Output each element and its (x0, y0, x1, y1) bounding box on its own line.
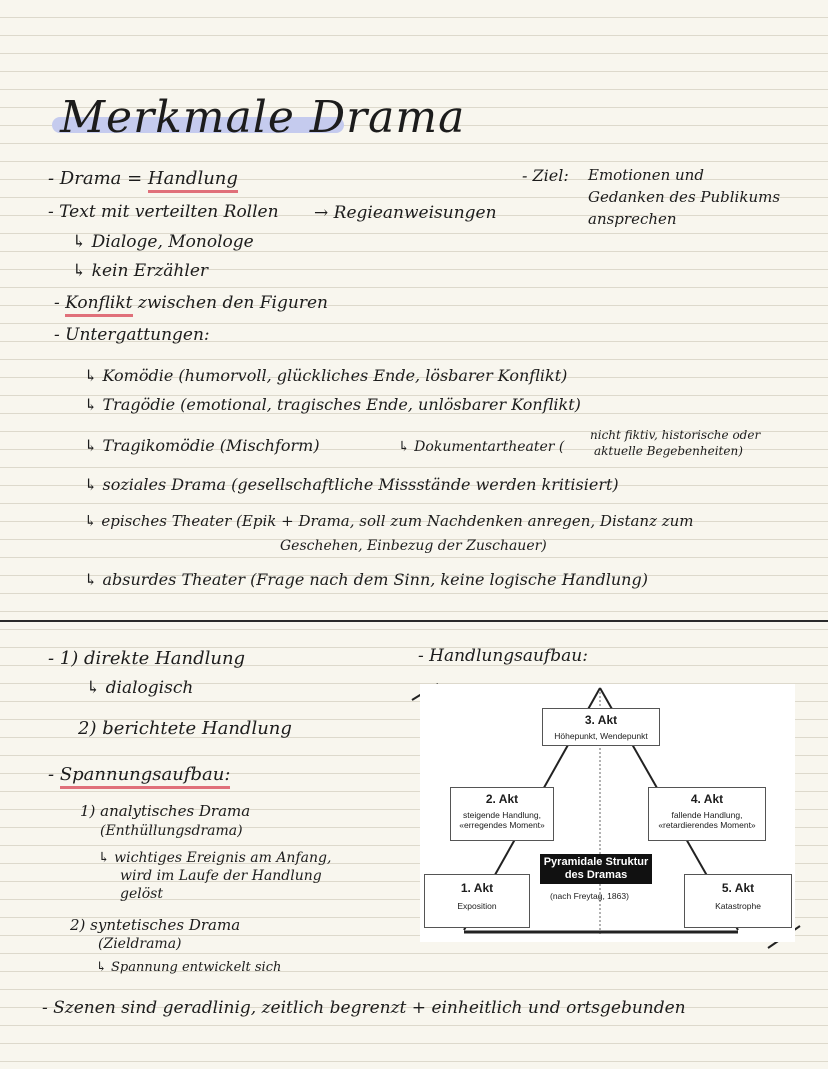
line-drama (48, 168, 238, 189)
line-szenen: - Szenen sind geradlinig, zeitlich begrenzt + einheitlich und ortsgebunden (42, 998, 686, 1018)
ziel-line-2: Gedanken des Publikums (588, 188, 781, 206)
sub-dokumentartheater: ↳ Dokumentartheater ( (398, 439, 565, 455)
diagram-caption (540, 854, 652, 884)
diagram-caption-line-1: Pyramidale Struktur (543, 856, 649, 868)
akt-4-desc-1: fallende Handlung, (671, 810, 743, 820)
ziel-line-1: Emotionen und (588, 166, 704, 184)
akt-5-desc: Katastrophe (715, 901, 761, 911)
sub-tragikomoedie: ↳ Tragikomödie (Mischform) (84, 436, 320, 455)
akt-2-box (450, 787, 554, 841)
sub-episches-theater-cont: Geschehen, Einbezug der Zuschauer) (280, 538, 547, 554)
line-berichtete-handlung: 2) berichtete Handlung (78, 718, 292, 739)
sub-komoedie: ↳ Komödie (humorvoll, glückliches Ende, lösbarer Konflikt) (84, 366, 568, 385)
sub-dokumentar-note-1: nicht fiktiv, historische oder (590, 428, 761, 442)
diagram-source: (nach Freytag, 1863) (550, 891, 629, 901)
line-dialoge: ↳ Dialoge, Monologe (72, 232, 254, 252)
line-konflikt-prefix: - (54, 293, 66, 313)
line-geloest: gelöst (120, 886, 163, 902)
spannungsaufbau-underlined: Spannungsaufbau: (60, 764, 231, 789)
line-spannung-entwickelt: ↳ Spannung entwickelt sich (96, 960, 282, 975)
line-drama-prefix: - Drama = (48, 168, 148, 189)
line-konflikt-rest: zwischen den Figuren (132, 293, 328, 313)
sub-episches-theater: ↳ episches Theater (Epik + Drama, soll zum Nachdenken anregen, Distanz zum (84, 512, 694, 530)
sub-absurdes-theater: ↳ absurdes Theater (Frage nach dem Sinn, keine logische Handlung) (84, 570, 648, 589)
akt-4-desc-2: «retardierendes Moment» (658, 820, 756, 830)
line-spannungsaufbau (48, 764, 230, 785)
akt-3-box (542, 708, 660, 746)
akt-2-desc-2: «erregendes Moment» (459, 820, 545, 830)
line-wird-geloest: wird im Laufe der Handlung (120, 868, 322, 884)
akt-4-heading: 4. Akt (690, 792, 724, 806)
akt-1-desc: Exposition (457, 901, 497, 911)
diagram-caption-line-2: des Dramas (564, 869, 628, 881)
line-wichtiges-ereignis: ↳ wichtiges Ereignis am Anfang, (98, 850, 332, 866)
konflikt-underlined: Konflikt (65, 293, 132, 317)
ziel-line-3: ansprechen (588, 210, 677, 228)
akt-5-box (684, 874, 792, 928)
ziel-label: - Ziel: (522, 166, 569, 185)
line-dialogisch: ↳ dialogisch (86, 678, 194, 698)
akt-3-heading: 3. Akt (584, 713, 618, 727)
line-text-rollen: - Text mit verteilten Rollen (48, 202, 279, 222)
line-direkte-handlung: - 1) direkte Handlung (48, 648, 246, 669)
section-divider (0, 620, 828, 622)
line-konflikt (54, 293, 328, 313)
akt-4-box (648, 787, 766, 841)
spannungsaufbau-prefix: - (48, 764, 60, 785)
akt-3-desc: Höhepunkt, Wendepunkt (554, 731, 648, 741)
handlung-underlined: Handlung (148, 168, 238, 193)
line-untergattungen: - Untergattungen: (54, 325, 210, 345)
line-kein-erzaehler: ↳ kein Erzähler (72, 261, 208, 281)
line-zieldrama: (Zieldrama) (98, 936, 182, 952)
akt-2-heading: 2. Akt (485, 792, 519, 806)
akt-1-heading: 1. Akt (460, 881, 494, 895)
akt-2-desc-1: steigende Handlung, (463, 810, 541, 820)
line-handlungsaufbau: - Handlungsaufbau: (418, 646, 588, 666)
akt-5-heading: 5. Akt (721, 881, 755, 895)
sub-tragoedie: ↳ Tragödie (emotional, tragisches Ende, unlösbarer Konflikt) (84, 395, 581, 414)
sub-soziales-drama: ↳ soziales Drama (gesellschaftliche Missstände werden kritisiert) (84, 475, 619, 494)
freytag-pyramid-diagram (420, 684, 795, 942)
line-syntetisches-drama: 2) syntetisches Drama (70, 916, 241, 934)
line-analytisches-drama: 1) analytisches Drama (80, 802, 251, 820)
line-enthuellungsdrama: (Enthüllungsdrama) (100, 823, 243, 839)
line-regieanweisungen: → Regieanweisungen (314, 203, 497, 223)
sub-dokumentar-note-2: aktuelle Begebenheiten) (594, 444, 743, 458)
page-title: Merkmale Drama (60, 92, 466, 143)
akt-1-box (424, 874, 530, 928)
